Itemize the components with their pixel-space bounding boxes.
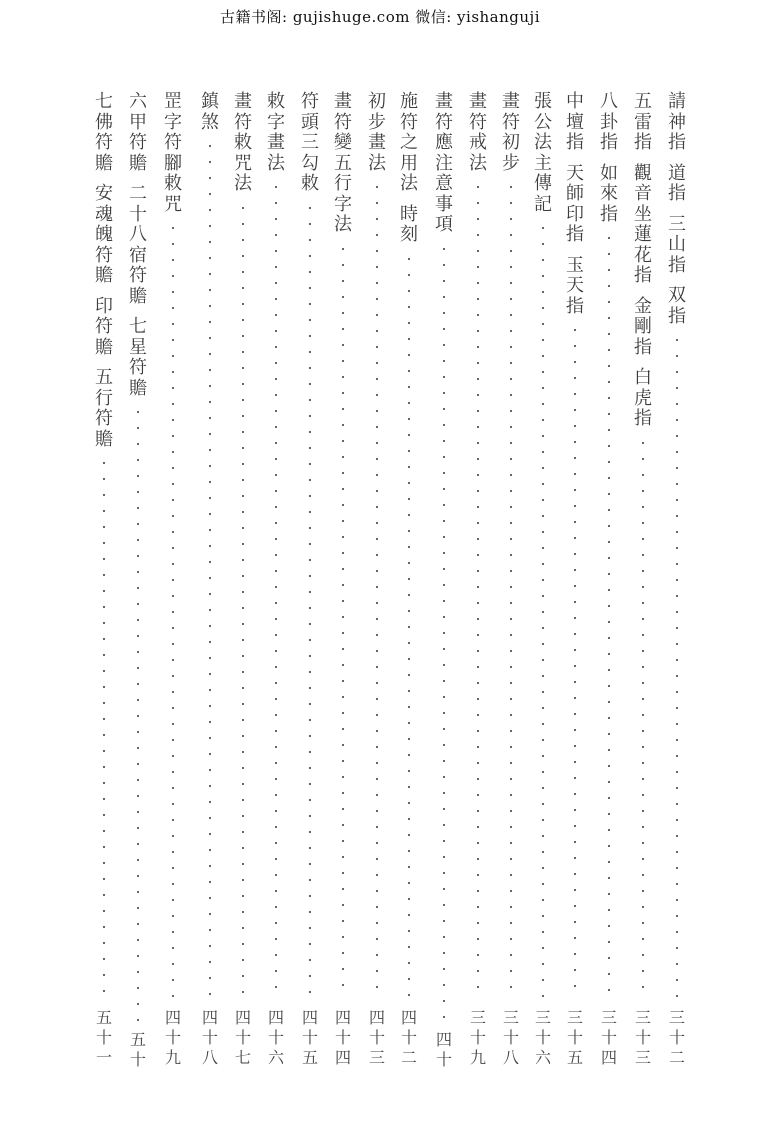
toc-page-number: 五 十 [129, 1030, 146, 1069]
dotted-leader [376, 179, 378, 1000]
toc-page-number: 四 十 四 [334, 1008, 351, 1067]
toc-entry-title-segment: 玉 天 指 [566, 254, 584, 317]
toc-entry-title [566, 92, 584, 317]
toc-entry-title-segment: 二 十 八 宿 符 贍 [129, 183, 147, 307]
toc-entry-title [600, 92, 618, 225]
dotted-leader [342, 241, 344, 1001]
toc-page-number: 四 十 二 [400, 1008, 417, 1067]
dotted-leader [574, 322, 576, 1000]
toc-entry-title [534, 92, 552, 215]
toc-entry-title-segment: 六 甲 符 贍 [129, 91, 147, 174]
toc-entry-title-segment: 七 佛 符 贍 [95, 91, 113, 174]
toc-entry-title [469, 92, 487, 174]
dotted-leader [676, 332, 678, 1000]
dotted-leader [443, 241, 445, 1023]
toc-entry [463, 92, 493, 1000]
toc-entry [528, 92, 558, 1000]
toc-entry-title-segment: 畫 符 應 注 意 事 項 [435, 91, 453, 235]
toc-entry-title-segment: 天 師 印 指 [566, 162, 584, 245]
toc-page-number: 四 十 三 [368, 1008, 385, 1067]
toc-entry [228, 92, 258, 1000]
toc-entry-title-segment: 畫 符 戒 法 [469, 91, 487, 174]
toc-entry-title-segment: 五 行 符 贍 [95, 367, 113, 450]
dotted-leader [137, 404, 139, 1022]
toc-page-number: 四 十 六 [267, 1008, 284, 1067]
site-watermark-header: 古籍书阁: gujishuge.com 微信: yishanguji [220, 8, 540, 26]
toc-entry [496, 92, 526, 1000]
toc-entry-title-segment: 張 公 法 主 傳 記 [534, 91, 552, 215]
toc-entry-title-segment: 符 頭 三 勾 敕 [301, 91, 319, 194]
toc-entry-title-segment: 觀 音 坐 蓮 花 指 [634, 162, 652, 286]
toc-entry-title-segment: 如 來 指 [600, 162, 618, 225]
toc-entry [295, 92, 325, 1000]
toc-entry-title-segment: 三 山 指 [668, 213, 686, 276]
toc-entry-title [267, 92, 285, 174]
toc-entry-title-segment: 安 魂 魄 符 贍 [95, 183, 113, 286]
toc-entry-title-segment: 七 星 符 贍 [129, 316, 147, 399]
toc-entry-title-segment: 双 指 [668, 285, 686, 327]
dotted-leader [642, 435, 644, 1001]
toc-entry-title-segment: 印 符 贍 [95, 295, 113, 358]
toc-entry [560, 92, 590, 1000]
toc-page-number: 三 十 六 [534, 1008, 551, 1067]
toc-page-number: 四 十 八 [201, 1008, 218, 1067]
toc-entry-title-segment: 請 神 指 [668, 91, 686, 153]
dotted-leader [103, 455, 105, 1000]
toc-page-number: 三 十 五 [566, 1008, 583, 1067]
toc-entry-title-segment: 時 刻 [400, 203, 418, 245]
toc-entry-title [201, 92, 219, 133]
toc-entry-title [164, 92, 182, 215]
toc-entry-title [95, 92, 113, 450]
toc-entry-title-segment: 罡 字 符 腳 敕 咒 [164, 91, 182, 215]
dotted-leader [608, 230, 610, 1000]
dotted-leader [309, 200, 311, 1001]
toc-entry-title-segment: 初 步 畫 法 [368, 91, 386, 174]
toc-entry-title [301, 92, 319, 195]
toc-entry-title-segment: 八 卦 指 [600, 91, 618, 153]
dotted-leader [242, 200, 244, 1001]
toc-page-number: 四 十 五 [301, 1008, 318, 1067]
toc-entry [362, 92, 392, 1000]
toc-entry [328, 92, 358, 1000]
toc-page-number: 三 十 九 [469, 1008, 486, 1067]
toc-page-number: 五 十 一 [95, 1008, 112, 1067]
toc-entry-title [502, 92, 520, 174]
toc-entry-title-segment: 敕 字 畫 法 [267, 91, 285, 174]
toc-page-number: 三 十 四 [600, 1008, 617, 1067]
toc-entry [594, 92, 624, 1000]
dotted-leader [542, 220, 544, 1000]
toc-entry-title-segment: 施 符 之 用 法 [400, 91, 418, 194]
dotted-leader [209, 138, 211, 1000]
dotted-leader [510, 179, 512, 1000]
dotted-leader [275, 179, 277, 1000]
toc-page-number: 四 十 [435, 1030, 452, 1069]
toc-entry [429, 92, 459, 1022]
toc-entry-title-segment: 五 雷 指 [634, 91, 652, 153]
toc-entry-title [129, 92, 147, 399]
toc-entry-title-segment: 鎮 煞 [201, 91, 219, 133]
toc-entry-title [668, 92, 686, 327]
dotted-leader [408, 251, 410, 1001]
toc-entry-title-segment: 畫 符 敕 咒 法 [234, 91, 252, 194]
toc-entry-title-segment: 中 壇 指 [566, 91, 584, 153]
toc-entry-title-segment: 畫 符 變 五 行 字 法 [334, 91, 352, 235]
toc-entry-title [334, 92, 352, 236]
toc-entry-title [634, 92, 652, 430]
toc-entry-title-segment: 畫 符 初 步 [502, 91, 520, 174]
toc-entry [628, 92, 658, 1000]
toc-entry [89, 92, 119, 1000]
toc-entry-title [234, 92, 252, 195]
dotted-leader [477, 179, 479, 1000]
toc-entry-title-segment: 道 指 [668, 162, 686, 204]
toc-entry [394, 92, 424, 1000]
toc-entry-title [435, 92, 453, 236]
toc-entry [158, 92, 188, 1000]
toc-entry [261, 92, 291, 1000]
toc-entry-title-segment: 金 剛 指 [634, 295, 652, 358]
toc-entry [662, 92, 692, 1000]
toc-page-number: 三 十 八 [502, 1008, 519, 1067]
toc-entry-title [400, 92, 418, 246]
toc-page-number: 三 十 三 [634, 1008, 651, 1067]
dotted-leader [172, 220, 174, 1000]
toc-entry [195, 92, 225, 1000]
toc-page-number: 三 十 二 [668, 1008, 685, 1067]
toc-page-number: 四 十 七 [234, 1008, 251, 1067]
toc-entry-title [368, 92, 386, 174]
toc-entry-title-segment: 白 虎 指 [634, 367, 652, 429]
toc-entry [123, 92, 153, 1022]
toc-page-number: 四 十 九 [164, 1008, 181, 1067]
